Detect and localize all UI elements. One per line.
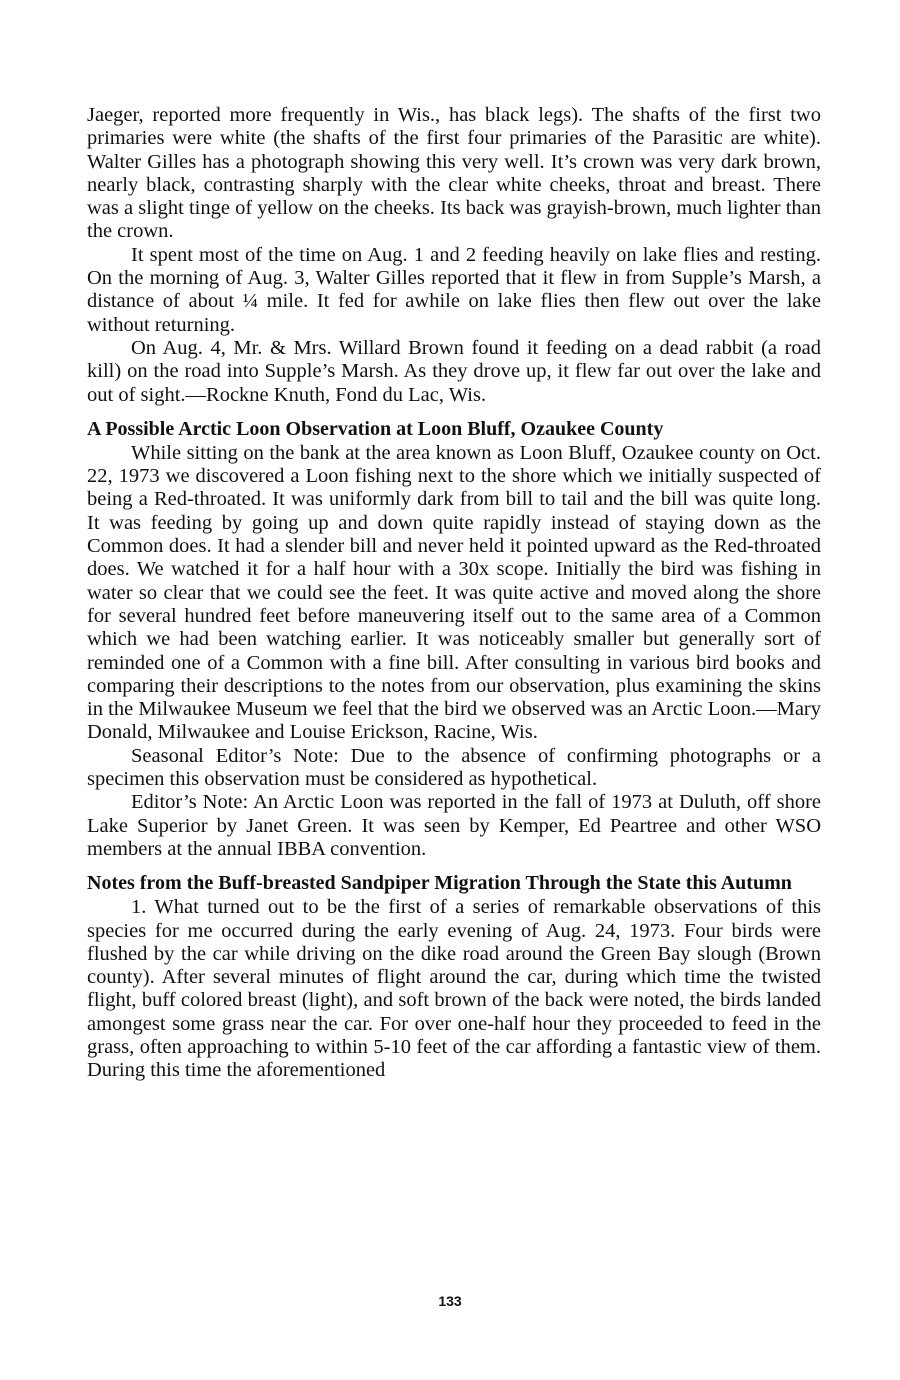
- paragraph-jaeger-description: Jaeger, reported more frequently in Wis., has black legs). The shafts of the first two primaries were white (the shafts of the first four primaries of the Parasitic are white). Walter Gilles has a photograph showing this very well. It’s crown was very dark brown, nearly black, contrasting sharply with the clear white cheeks, throat and breast. There was a slight tinge of yellow on the cheeks. Its back was grayish-brown, much lighter than the crown.: [87, 104, 821, 243]
- paragraph-loon-observation: While sitting on the bank at the area known as Loon Bluff, Ozaukee county on Oct. 22, 1973 we discovered a Loon fishing next to the shore which we initially suspected of being a Red-throated. It was uniformly dark from bill to tail and the bill was quite long. It was feeding by going up and down quite rapidly instead of staying down as the Common does. It had a slender bill and never held it pointed upward as the Red-throated does. We watched it for a half hour with a 30x scope. Initially the bird was fishing in water so clear that we could see the feet. It was quite active and moved along the shore for several hundred feet before maneuvering itself out to the same area of a Common which we had been watching earlier. It was noticeably smaller but generally sort of reminded one of a Common with a fine bill. After consulting in various bird books and comparing their descriptions to the notes from our observation, plus examining the skins in the Milwaukee Museum we feel that the bird we observed was an Arctic Loon.—Mary Donald, Milwaukee and Louise Erickson, Racine, Wis.: [87, 441, 821, 744]
- page-number: 133: [438, 1293, 462, 1309]
- section-heading-arctic-loon: A Possible Arctic Loon Observation at Loon Bluff, Ozaukee County: [87, 417, 664, 440]
- paragraph-dead-rabbit: On Aug. 4, Mr. & Mrs. Willard Brown found it feeding on a dead rabbit (a road kill) on the road into Supple’s Marsh. As they drove up, it flew far out over the lake and out of sight.—Rockne Knuth, Fond du Lac, Wis.: [87, 336, 821, 406]
- paragraph-feeding-lake-flies: It spent most of the time on Aug. 1 and 2 feeding heavily on lake flies and resting. On the morning of Aug. 3, Walter Gilles reported that it flew in from Supple’s Marsh, a distance of about ¼ mile. It fed for awhile on lake flies then flew out over the lake without returning.: [87, 243, 821, 336]
- paragraph-editor-note: Editor’s Note: An Arctic Loon was reported in the fall of 1973 at Duluth, off shore Lake Superior by Janet Green. It was seen by Kemper, Ed Peartree and other WSO members at the annual IBBA convention.: [87, 791, 821, 860]
- paragraph-seasonal-editor-note: Seasonal Editor’s Note: Due to the absence of confirming photographs or a specimen this observation must be considered as hypothetical.: [87, 744, 821, 791]
- section-heading-buff-breasted-sandpiper: Notes from the Buff-breasted Sandpiper Migration Through the State this Autumn: [87, 872, 792, 895]
- document-page: [87, 104, 821, 1083]
- paragraph-sandpiper-observation: 1. What turned out to be the first of a series of remarkable observations of this species for me occurred during the early evening of Aug. 24, 1973. Four birds were flushed by the car while driving on the dike road around the Green Bay slough (Brown county). After several minutes of flight around the car, during which time the twisted flight, buff colored breast (light), and soft brown of the back were noted, the birds landed amongest some grass near the car. For over one-half hour they proceeded to feed in the grass, often approaching to within 5-10 feet of the car affording a fantastic view of them. During this time the aforementioned: [87, 896, 821, 1082]
